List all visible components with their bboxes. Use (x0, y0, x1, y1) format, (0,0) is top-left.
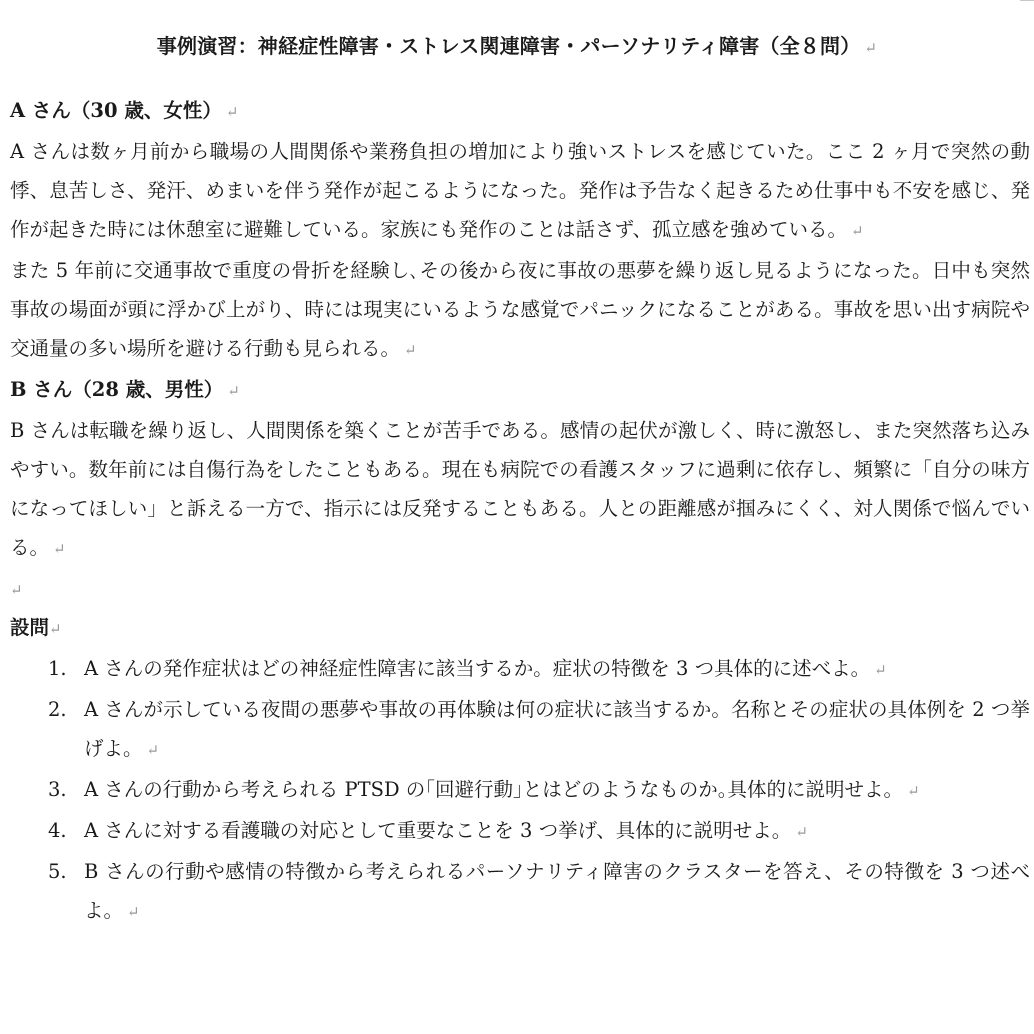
paragraph-mark-icon: ↵ (404, 341, 417, 359)
question-text: A さんが示している夜間の悪夢や事故の再体験は何の症状に該当するか。名称とその症状の具体例を 2 つ挙げよ。 (84, 698, 1030, 760)
paragraph-mark-icon: ↵ (795, 823, 808, 841)
paragraph-mark-icon: ↵ (864, 39, 878, 57)
question-text: A さんの行動から考えられる PTSD の｢回避行動｣とはどのようなものか｡具体的に説明せよ。 (84, 778, 904, 801)
paragraph-mark-icon: ↵ (907, 782, 920, 800)
question-item (10, 690, 1030, 770)
question-number: 1. (48, 657, 67, 680)
question-number: 3. (48, 778, 67, 801)
case-b-heading: B さん（28 歳、男性） ↵ (10, 378, 240, 401)
empty-paragraph (10, 569, 1030, 608)
paragraph-mark-icon: ↵ (53, 540, 66, 558)
paragraph-mark-icon: ↵ (10, 581, 23, 599)
document-title-text: 事例演習：神経症性障害・ストレス関連障害・パーソナリティ障害（全８問） (156, 34, 861, 58)
document-title (0, 30, 1034, 64)
questions-heading: 設問↵ (10, 616, 62, 639)
paragraph-mark-icon: ↵ (146, 741, 160, 759)
question-item (10, 770, 1030, 811)
question-item (10, 649, 1030, 690)
paragraph-mark-icon: ↵ (874, 661, 887, 679)
paragraph-mark-icon: ↵ (850, 222, 864, 240)
document-body (10, 91, 1030, 932)
page-corner-marker (1020, 0, 1034, 1)
question-list (10, 649, 1030, 932)
question-item (10, 852, 1030, 932)
question-number: 4. (48, 819, 67, 842)
question-number: 2. (48, 698, 67, 721)
question-text: A さんに対する看護職の対応として重要なことを 3 つ挙げ、具体的に説明せよ。 (84, 819, 792, 842)
case-a-paragraph-1: A さんは数ヶ月前から職場の人間関係や業務負担の増加により強いストレスを感じていた。ここ 2 ヶ月で突然の動悸、息苦しさ、発汗、めまいを伴う発作が起こるようになった。発作は予告なく起きるため仕事中も不安を感じ、発作が起きた時には休憩室に避難している。家族にも発作のことは話さず、孤立感を強めている。 ↵ (10, 140, 1030, 241)
paragraph-mark-icon: ↵ (225, 103, 239, 121)
paragraph-mark-icon: ↵ (49, 620, 62, 638)
question-text: B さんの行動や感情の特徴から考えられるパーソナリティ障害のクラスターを答え、その特徴を 3 つ述べよ。 (84, 860, 1030, 922)
paragraph-mark-icon: ↵ (227, 382, 240, 400)
case-a-heading: A さん（30 歳、女性） ↵ (10, 99, 239, 122)
case-a-paragraph-2: また 5 年前に交通事故で重度の骨折を経験し､その後から夜に事故の悪夢を繰り返し見るようになった。日中も突然事故の場面が頭に浮かび上がり、時には現実にいるような感覚でパニックになることがある。事故を思い出す病院や交通量の多い場所を避ける行動も見られる。 ↵ (10, 259, 1030, 360)
question-number: 5. (48, 860, 67, 883)
question-item (10, 811, 1030, 852)
paragraph-mark-icon: ↵ (127, 903, 140, 921)
question-text: A さんの発作症状はどの神経症性障害に該当するか。症状の特徴を 3 つ具体的に述べよ。 (84, 657, 871, 680)
case-b-paragraph-1: B さんは転職を繰り返し、人間関係を築くことが苦手である。感情の起伏が激しく、時に激怒し、また突然落ち込みやすい。数年前には自傷行為をしたこともある。現在も病院での看護スタッフに過剰に依存し、頻繁に「自分の味方になってほしい」と訴える一方で、指示には反発することもある。人との距離感が掴みにくく、対人関係で悩んでいる。 ↵ (10, 419, 1030, 559)
